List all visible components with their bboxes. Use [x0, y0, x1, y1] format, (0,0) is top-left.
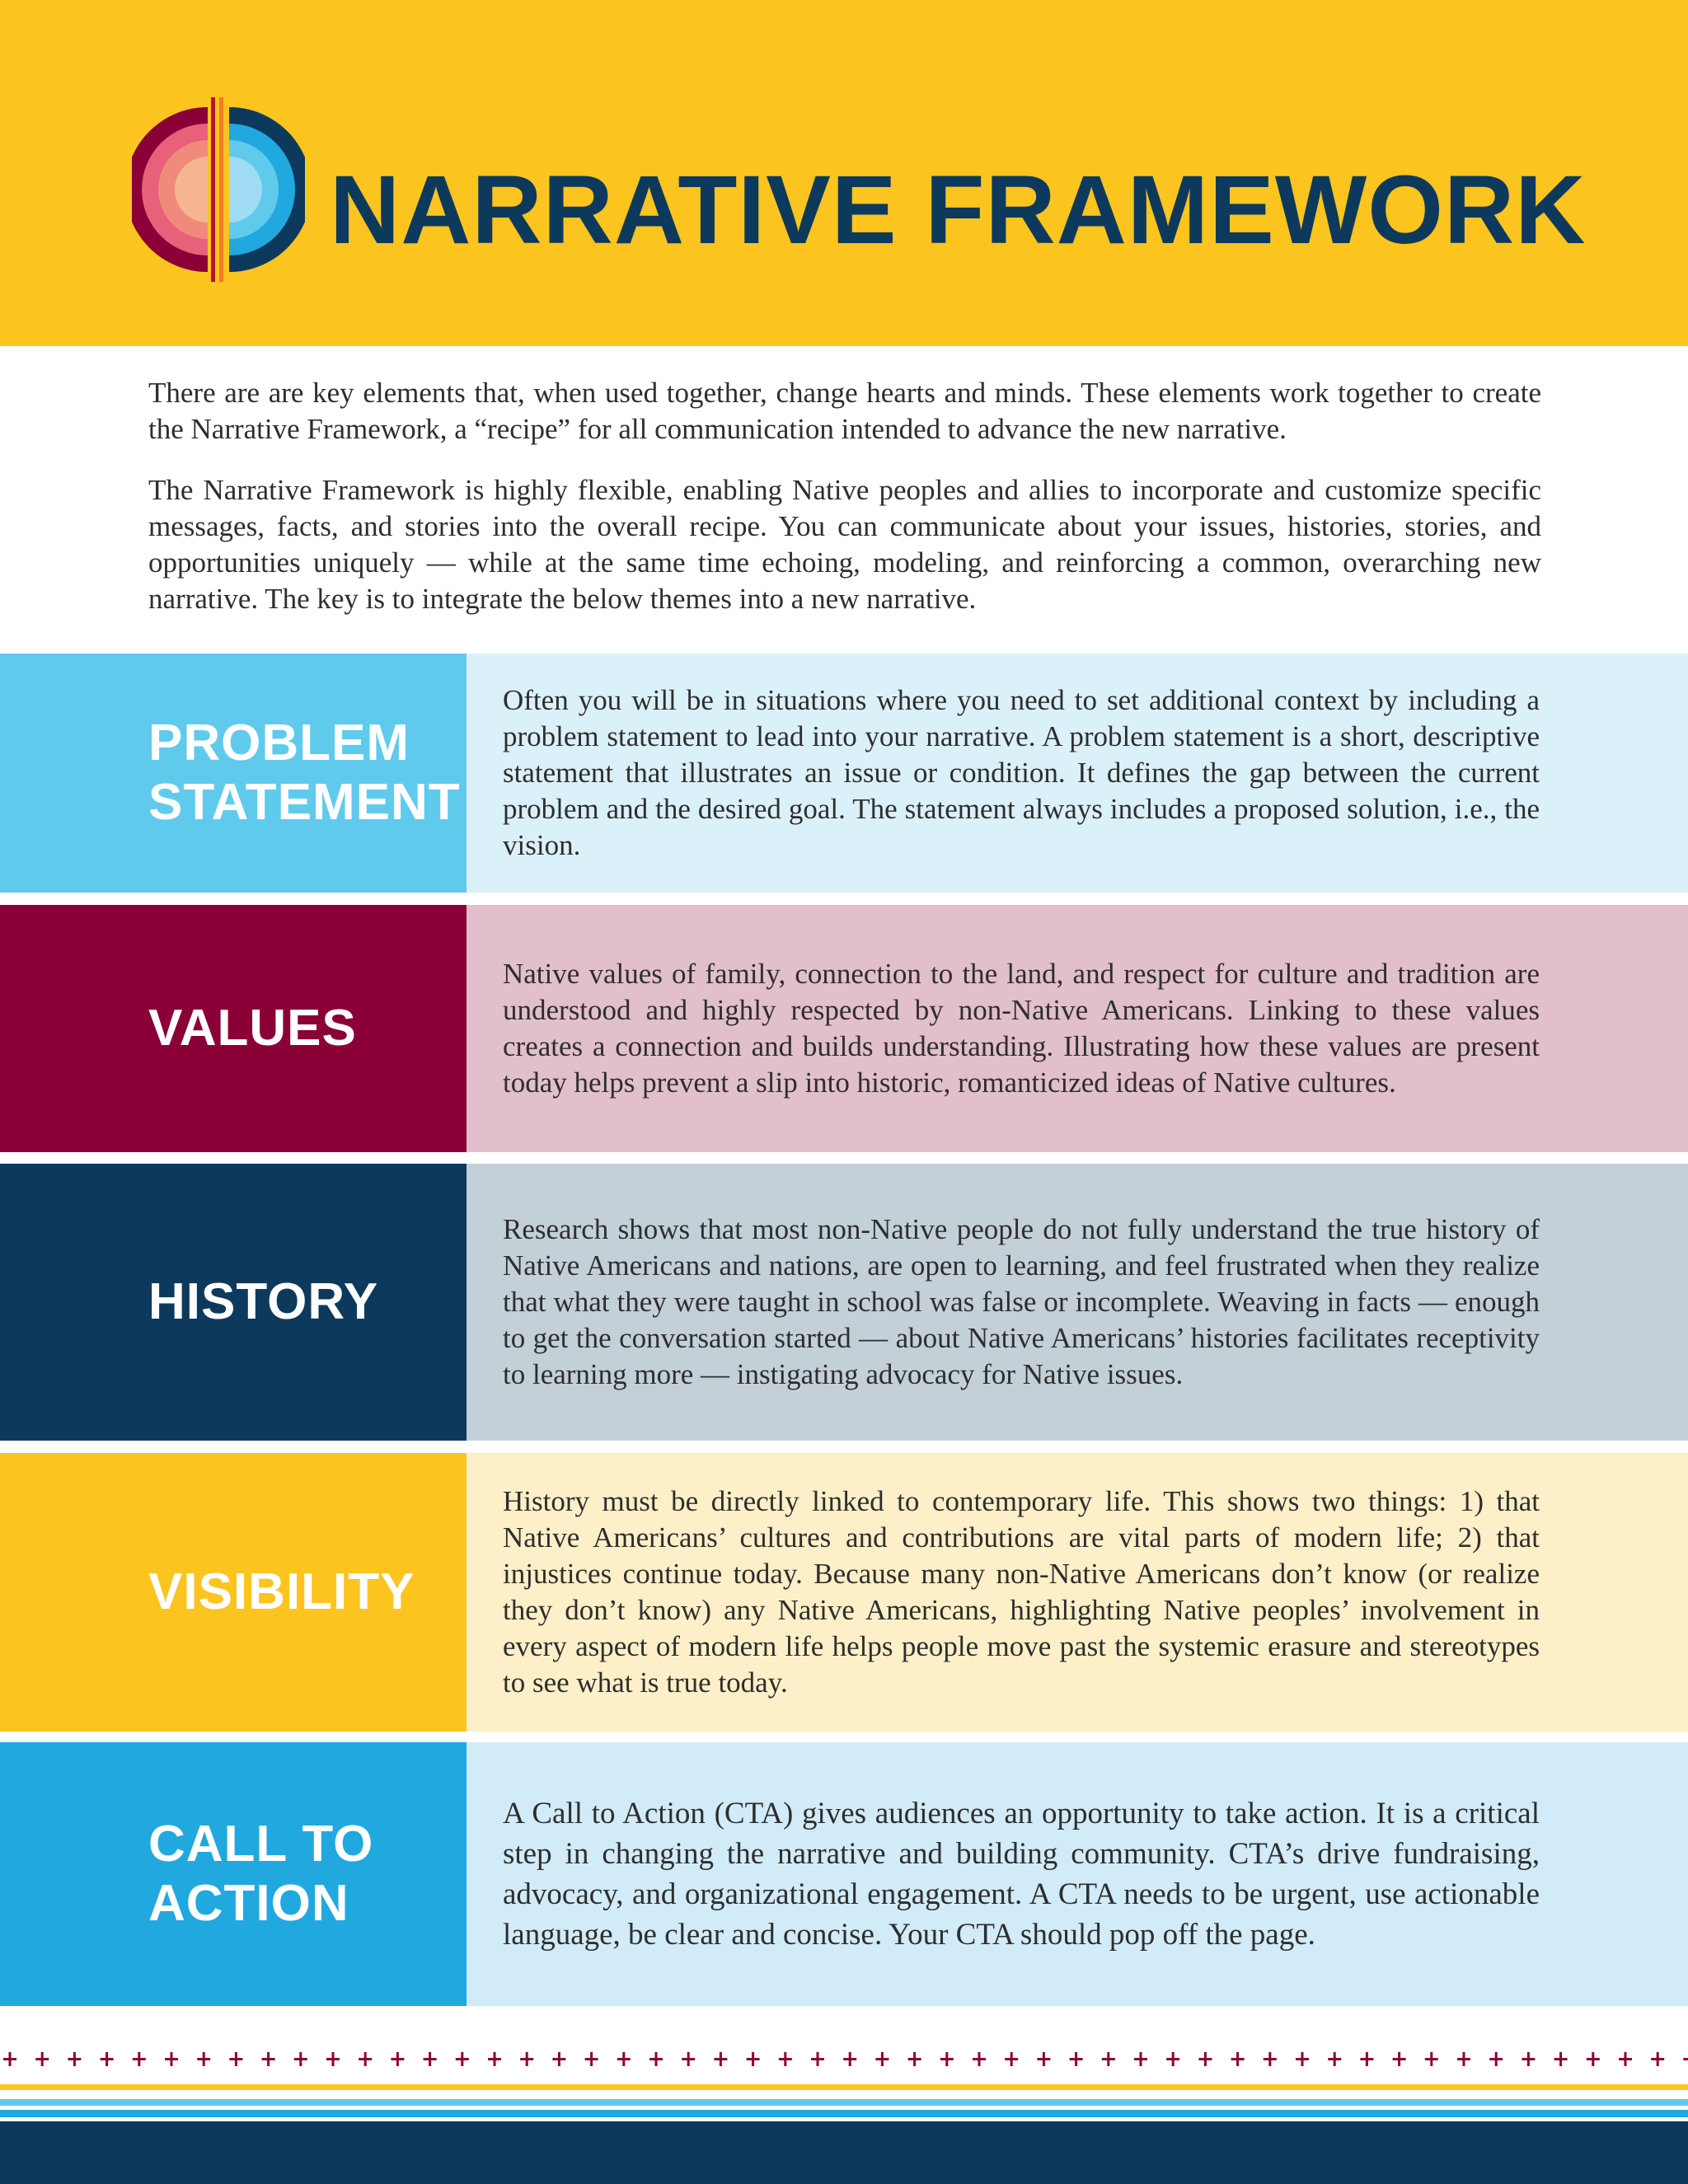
plus-cross-icon	[1489, 2052, 1503, 2066]
section-body	[467, 1453, 1688, 1732]
section-text: Research shows that most non-Native people do not fully understand the true history of Native Americans and nations, are open to learning, and feel frustrated when they realize that what they were taught in school was false or incomplete. Weaving in facts — enough to get the conversation started — about Native Americans’ histories facilitates receptivity to learning more — instigating advocacy for Native issues.	[503, 1213, 1540, 1390]
section-values	[0, 905, 1688, 1152]
section-text: History must be directly linked to contemporary life. This shows two things: 1) that Native Americans’ cultures and contributions are vital parts of modern life; 2) that injustices continue today. Because many non-Native Americans don’t know (or realize they don’t know) any Native Americans, highlighting Native peoples’ involvement in every aspect of modern life helps people move past the systemic erasure and stereotypes to see what is true today.	[503, 1485, 1540, 1699]
intro-paragraph: There are are key elements that, when used together, change hearts and minds. These elements work together to create the Narrative Framework, a “recipe” for all communication intended to advance the new narrative.	[148, 377, 1541, 445]
plus-cross-icon	[3, 2052, 16, 2066]
section-history	[0, 1164, 1688, 1441]
footer-stripe	[0, 2110, 1688, 2117]
plus-cross-icon	[1134, 2052, 1147, 2066]
plus-cross-icon	[940, 2052, 954, 2066]
plus-cross-icon	[714, 2052, 727, 2066]
footer-band	[0, 2121, 1688, 2184]
header-banner	[0, 0, 1688, 346]
plus-cross-icon	[585, 2052, 598, 2066]
section-body	[467, 1164, 1688, 1441]
plus-cross-icon	[843, 2052, 856, 2066]
section-heading: VISIBILITY	[148, 1563, 415, 1620]
plus-cross-icon	[133, 2052, 146, 2066]
plus-cross-icon	[552, 2052, 565, 2066]
plus-cross-icon	[1037, 2052, 1050, 2066]
section-body	[467, 654, 1688, 893]
plus-cross-icon	[391, 2052, 404, 2066]
plus-cross-icon	[1425, 2052, 1438, 2066]
plus-cross-icon	[1457, 2052, 1470, 2066]
plus-cross-icon	[1296, 2052, 1309, 2066]
plus-cross-icon	[1554, 2052, 1568, 2066]
cross-pattern-border	[0, 2044, 1688, 2074]
plus-cross-icon	[488, 2052, 501, 2066]
plus-cross-icon	[1005, 2052, 1018, 2066]
plus-cross-icon	[359, 2052, 372, 2066]
page-title: NARRATIVE FRAMEWORK	[330, 156, 1587, 265]
section-call-to-action	[0, 1742, 1688, 2006]
plus-cross-icon	[875, 2052, 889, 2066]
plus-cross-icon	[811, 2052, 824, 2066]
section-label	[0, 1453, 467, 1732]
plus-cross-icon	[747, 2052, 760, 2066]
section-heading	[148, 1815, 373, 1933]
section-visibility	[0, 1453, 1688, 1732]
footer-stripe	[0, 2084, 1688, 2090]
section-text: Often you will be in situations where you need to set additional context by including a problem statement to lead into your narrative. A problem statement is a short, descriptive statement that illustrates an issue or condition. It defines the gap between the current problem and the desired goal. The statement always includes a proposed solution, i.e., the vision.	[503, 684, 1540, 861]
section-heading: HISTORY	[148, 1273, 379, 1330]
plus-cross-icon	[908, 2052, 921, 2066]
section-label	[0, 1164, 467, 1441]
plus-cross-icon	[1360, 2052, 1373, 2066]
intro-text	[148, 375, 1541, 617]
plus-cross-icon	[1166, 2052, 1179, 2066]
plus-cross-icon	[1683, 2052, 1688, 2066]
plus-cross-icon	[1102, 2052, 1115, 2066]
plus-cross-icon	[326, 2052, 340, 2066]
plus-cross-icon	[197, 2052, 210, 2066]
plus-cross-icon	[1651, 2052, 1664, 2066]
plus-cross-icon	[1264, 2052, 1277, 2066]
section-body	[467, 1742, 1688, 2006]
plus-cross-icon	[520, 2052, 533, 2066]
split-circle-logo-icon	[132, 97, 305, 282]
section-label	[0, 1742, 467, 2006]
plus-cross-icon	[262, 2052, 275, 2066]
section-heading-line: PROBLEM	[148, 715, 410, 771]
plus-cross-icon	[35, 2052, 49, 2066]
plus-cross-icon	[682, 2052, 695, 2066]
plus-cross-icon	[1587, 2052, 1600, 2066]
section-heading	[148, 714, 461, 832]
section-heading-line: STATEMENT	[148, 774, 461, 831]
plus-cross-icon	[1393, 2052, 1406, 2066]
plus-cross-icon	[649, 2052, 663, 2066]
section-heading: VALUES	[148, 1000, 357, 1057]
plus-cross-icon	[617, 2052, 631, 2066]
plus-cross-icon	[1522, 2052, 1535, 2066]
plus-cross-icon	[779, 2052, 792, 2066]
section-problem-statement	[0, 654, 1688, 893]
plus-cross-icon	[294, 2052, 307, 2066]
plus-cross-icon	[1070, 2052, 1083, 2066]
section-label	[0, 654, 467, 893]
plus-cross-icon	[424, 2052, 437, 2066]
plus-cross-icon	[229, 2052, 242, 2066]
plus-cross-icon	[1231, 2052, 1245, 2066]
section-text: A Call to Action (CTA) gives audiences an opportunity to take action. It is a critical step in changing the narrative and building community. CTA’s drive fundraising, advocacy, and organizational engagement. A CTA needs to be urgent, use actionable language, be clear and concise. Your CTA should pop off the page.	[503, 1797, 1540, 1952]
plus-cross-icon	[165, 2052, 178, 2066]
plus-cross-icon	[101, 2052, 114, 2066]
plus-cross-icon	[1328, 2052, 1341, 2066]
section-text: Native values of family, connection to the land, and respect for culture and tradition are understood and highly respected by non-Native Americans. Linking to these values creates a connection and builds understanding. Illustrating how these values are present today helps prevent a slip into historic, romanticized ideas of Native cultures.	[503, 958, 1540, 1099]
section-heading-line: ACTION	[148, 1875, 349, 1932]
intro-paragraph: The Narrative Framework is highly flexible, enabling Native peoples and allies to incorporate and customize specific messages, facts, and stories into the overall recipe. You can communicate about your issues, histories, stories, and opportunities uniquely — while at the same time echoing, modeling, and reinforcing a common, overarching new narrative. The key is to integrate the below themes into a new narrative.	[148, 474, 1541, 615]
plus-cross-icon	[1619, 2052, 1632, 2066]
section-body	[467, 905, 1688, 1152]
section-heading-line: CALL TO	[148, 1816, 374, 1872]
section-label	[0, 905, 467, 1152]
plus-cross-icon	[1198, 2052, 1212, 2066]
footer-stripe	[0, 2099, 1688, 2106]
plus-cross-icon	[456, 2052, 469, 2066]
plus-cross-icon	[973, 2052, 986, 2066]
plus-cross-icon	[68, 2052, 81, 2066]
